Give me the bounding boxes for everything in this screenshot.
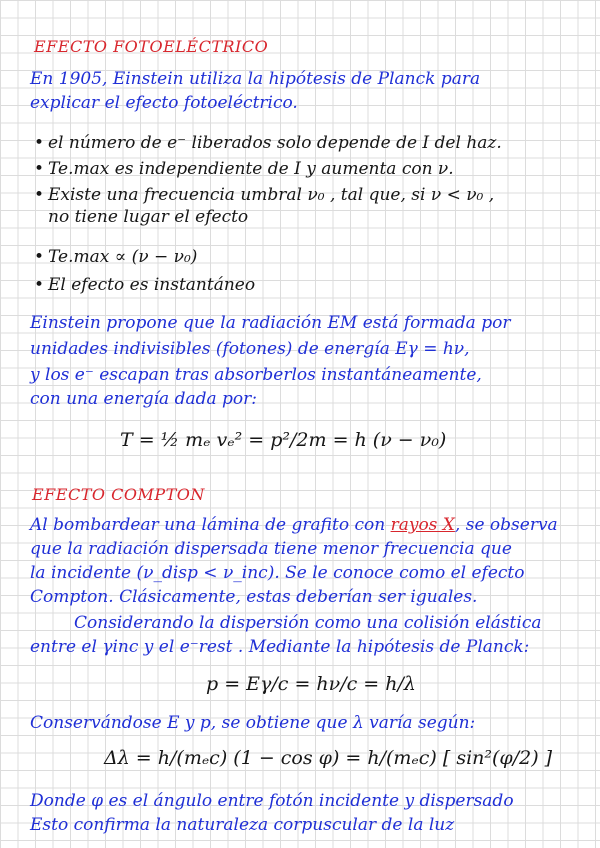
photo-title: EFECTO FOTOELÉCTRICO: [34, 37, 269, 56]
bullet-text: el número de e⁻ liberados solo depende de I del haz.: [48, 133, 502, 153]
compton-intro-line-2: que la radiación dispersada tiene menor frecuencia que: [30, 539, 512, 559]
closing-line-1: Donde φ es el ángulo entre fotón incidente y dispersado: [30, 791, 514, 811]
considering-line-1: Considerando la dispersión como una colisión elástica: [74, 613, 542, 633]
bullet-3-continuation: no tiene lugar el efecto: [48, 207, 249, 227]
bullet-dot: •: [34, 247, 45, 267]
photoelectric-energy-formula: T = ½ mₑ vₑ² = p²/2m = h (ν − ν₀): [120, 429, 447, 451]
einstein-line-3: y los e⁻ escapan tras absorberlos instantáneamente,: [30, 365, 482, 385]
bullet-dot: •: [34, 133, 45, 153]
bullet-text: Te.max ∝ (ν − ν₀): [48, 247, 198, 267]
conserving-line: Conservándose E y p, se obtiene que λ varía según:: [30, 713, 476, 733]
bullet-dot: •: [34, 159, 45, 179]
bullet-text: Te.max es independiente de I y aumenta con ν.: [48, 159, 454, 179]
bullet-dot: •: [34, 275, 45, 295]
compton-intro-text: Al bombardear una lámina de grafito con: [30, 515, 386, 535]
closing-line-2: Esto confirma la naturaleza corpuscular de la luz: [30, 815, 455, 835]
compton-intro-text-end: , se observa: [454, 515, 558, 535]
bullet-5: [34, 274, 255, 296]
compton-intro-line-1: [30, 514, 558, 536]
einstein-line-4: con una energía dada por:: [30, 389, 258, 409]
bullet-text: El efecto es instantáneo: [48, 275, 256, 295]
photo-intro-line-2: explicar el efecto fotoeléctrico.: [30, 93, 298, 113]
bullet-3: [34, 184, 494, 206]
bullet-4: [34, 246, 197, 268]
compton-shift-formula: Δλ = h/(mₑc) (1 − cos φ) = h/(mₑc) [ sin²(φ/2) ]: [104, 747, 553, 769]
photo-intro-line-1: En 1905, Einstein utiliza la hipótesis de Planck para: [30, 69, 481, 89]
rayos-x-underlined: rayos X: [390, 515, 455, 535]
bullet-1: [34, 132, 502, 154]
bullet-text: Existe una frecuencia umbral ν₀ , tal que, si ν < ν₀ ,: [48, 185, 495, 205]
einstein-line-1: Einstein propone que la radiación EM está formada por: [30, 313, 511, 333]
einstein-line-2: unidades indivisibles (fotones) de energía Eγ = hν,: [30, 339, 470, 359]
considering-line-2: entre el γinc y el e⁻rest . Mediante la hipótesis de Planck:: [30, 637, 530, 657]
bullet-2: [34, 158, 454, 180]
compton-intro-line-3: la incidente (ν_disp < ν_inc). Se le conoce como el efecto: [30, 563, 525, 583]
compton-intro-line-4: Compton. Clásicamente, estas deberían ser iguales.: [30, 587, 478, 607]
bullet-dot: •: [34, 185, 45, 205]
compton-title: EFECTO COMPTON: [32, 485, 205, 504]
photon-momentum-formula: p = Eγ/c = hν/c = h/λ: [206, 673, 416, 695]
